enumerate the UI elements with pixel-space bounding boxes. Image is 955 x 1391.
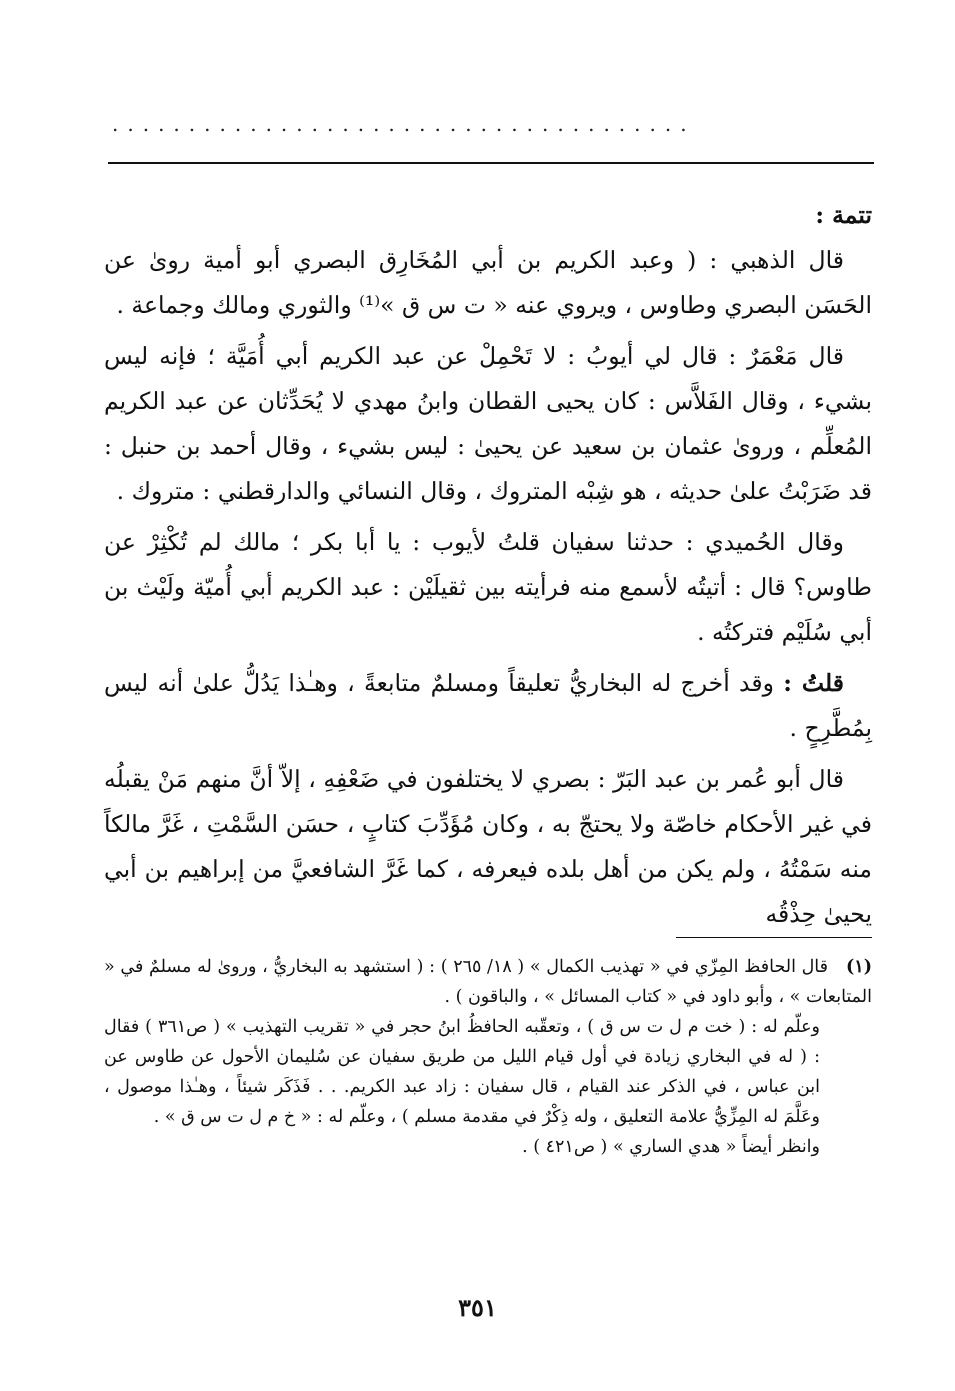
paragraph-humaydi: وقال الحُميدي : حدثنا سفيان قلتُ لأيوب : يا أبا بكر ؛ مالك لم تُكْثِرْ عن طاوس؟ قال : أتيتُه لأسمع منه فرأيته بين ثقيلَيْن : عبد الكريم أبي أُميّة ولَيْث بن أبي سُلَيْم فتركتُه . [104, 528, 872, 646]
paragraph-qultu [104, 661, 872, 751]
main-text [104, 193, 872, 943]
paragraph-mamar: قال مَعْمَرٌ : قال لي أيوبُ : لا تَحْمِلْ عن عبد الكريم أبي أُمَيَّة ؛ فإنه ليس بشيء ، وقال الفَلاَّس : كان يحيى القطان وابنُ مهدي لا يُحَدِّثان عن عبد الكريم المُعلِّم ، وروىٰ عثمان بن سعيد عن يحيىٰ : ليس بشيء ، وقال أحمد بن حنبل : قد ضَرَبْتُ علىٰ حديثه ، هو شِبْه المتروك ، وقال النسائي والدارقطني : متروك . [104, 342, 872, 505]
footnote-1-text: قال الحافظ المِزّي في « تهذيب الكمال » ( ١٨/ ٢٦٥ ) : ( استشهد به البخاريُّ ، وروىٰ له مسلمٌ في « المتابعات » ، وأبو داود في « كتاب المسائل » ، والباقون ) . [104, 957, 872, 1007]
footnote-1 [104, 952, 872, 1012]
footnote-1-see-also: وانظر أيضاً « هدي الساري » ( ص٤٢١ ) . [522, 1137, 820, 1157]
page-number: ٣٥١ [458, 1293, 497, 1322]
paragraph-dhahabi: قال الذهبي : ( وعبد الكريم بن أبي المُخَارِق البصري أبو أمية روىٰ عن الحَسَن البصري وطاوس ، ويروي عنه « ت س ق »⁽¹⁾ والثوري ومالك وجماعة . [104, 246, 872, 319]
footnote-1-continuation: وعلّم له : ( خت م ل ت س ق ) ، وتعقّبه الحافظُ ابنُ حجر في « تقريب التهذيب » ( ص٣٦١ ) فقال : ( له في البخاري زيادة في أول قيام الليل من طريق سفيان عن سُليمان الأحول عن طاوس عن ابن عباس ، في الذكر عند القيام ، قال سفيان : زاد عبد الكريم. . . فَذَكَر شيئاً ، وهـٰذا موصول ، وعَلَّمَ له المِزِّيُّ علامة التعليق ، وله ذِكْرٌ في مقدمة مسلم ) ، وعلّم له : « خ م ل ت س ق » . [104, 1017, 821, 1127]
footnote-mark: (١) [846, 957, 872, 977]
footnotes [104, 952, 872, 1162]
header-rule [108, 162, 874, 164]
footnote-rule [676, 937, 872, 938]
section-heading: تتمة : [815, 201, 872, 229]
paragraph-ibn-abd-albarr: قال أبو عُمر بن عبد البَرّ : بصري لا يختلفون في ضَعْفِهِ ، إلاّ أنَّ منهم مَنْ يقبلُه في غير الأحكام خاصّة ولا يحتجّ به ، وكان مُؤَدِّبَ كتابٍ ، حسَن السَّمْتِ ، غَرَّ مالكاً منه سَمْتُهُ ، ولم يكن من أهل بلده فيعرفه ، كما غَرَّ الشافعيَّ من إبراهيم بن أبي يحيىٰ حِذْقُه [104, 765, 872, 928]
header-dotted-line: ...................................... [112, 112, 696, 136]
qultu-lead: قلتُ : [783, 669, 844, 697]
qultu-text: وقد أخرج له البخاريُّ تعليقاً ومسلمٌ متابعةً ، وهـٰذا يَدُلُّ علىٰ أنه ليس بِمُطَّرِحٍ . [104, 669, 872, 742]
